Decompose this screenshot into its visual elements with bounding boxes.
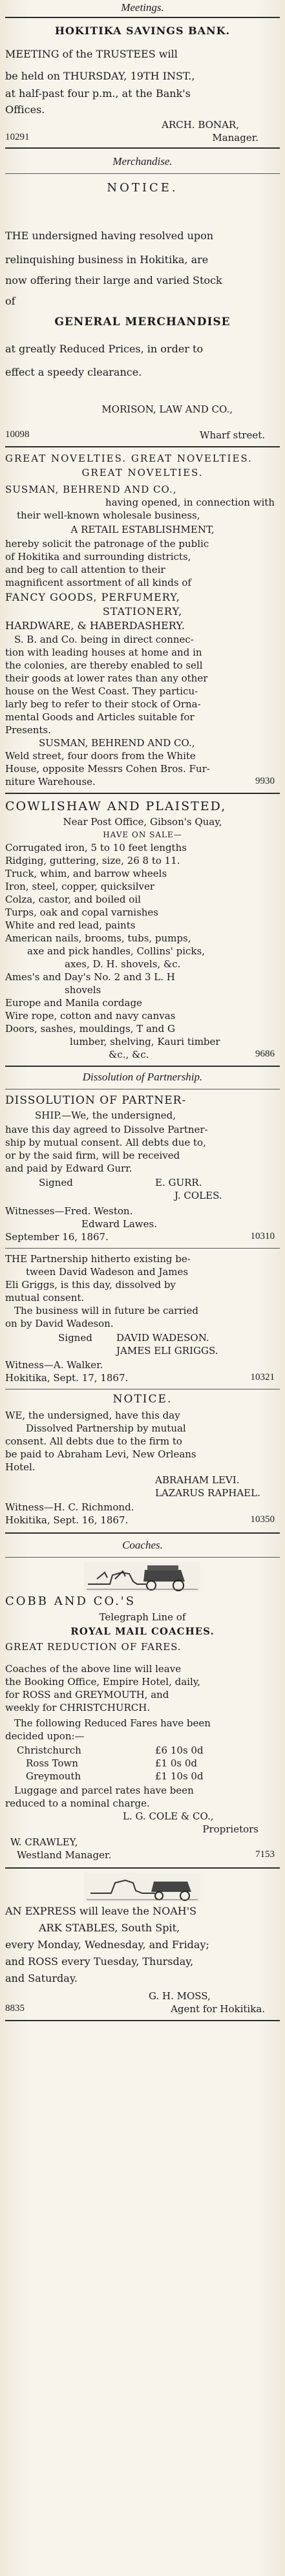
signed-label: Signed: [39, 1177, 73, 1188]
notice-title: NOTICE.: [107, 181, 178, 195]
divider: [5, 1867, 280, 1869]
merchandise-header: Merchandise.: [112, 155, 173, 167]
novelties-line: House, opposite Messrs Cohen Bros. Fur-: [5, 763, 210, 775]
noah-line: and ROSS every Tuesday, Thursday,: [5, 1955, 194, 1968]
dissolution-line: or by the said firm, will be received: [5, 1150, 180, 1161]
signature: J. COLES.: [174, 1190, 222, 1201]
cobb-manager-role: Westland Manager.: [17, 1849, 112, 1861]
witness-line: Witness—H. C. Richmond.: [5, 1501, 134, 1513]
cobb-line: Luggage and parcel rates have been: [14, 1785, 194, 1796]
cobb-line: weekly for CHRISTCHURCH.: [5, 1702, 151, 1713]
divider: [5, 2020, 280, 2021]
divider: [5, 793, 280, 794]
ad-ref-number: 9686: [255, 1049, 275, 1059]
noah-signer: G. H. MOSS,: [149, 1990, 211, 2002]
ad-ref-number: 8835: [5, 2003, 25, 2013]
novelties-line: SUSMAN, BEHREND AND CO.,: [39, 737, 195, 749]
merchandise-line: effect a speedy clearance.: [5, 366, 142, 378]
cowlishaw-line: &c., &c.: [109, 1049, 149, 1060]
cowlishaw-line: Truck, whim, and barrow wheels: [5, 868, 167, 879]
dissolution-line: THE Partnership hitherto existing be-: [5, 1253, 191, 1265]
novelties-line: Weld street, four doors from the White: [5, 750, 196, 762]
dissolution-line: tween David Wadeson and James: [26, 1266, 189, 1278]
dissolution-line: WE, the undersigned, have this day: [5, 1410, 180, 1421]
noah-role: Agent for Hokitika.: [171, 2003, 265, 2015]
cowlishaw-subtitle: Near Post Office, Gibson's Quay,: [63, 816, 222, 828]
dissolution-line: ship by mutual consent. All debts due to,: [5, 1137, 206, 1148]
cowlishaw-line: Europe and Manila cordage: [5, 997, 142, 1009]
cobb-props: L. G. COLE & CO.,: [123, 1810, 214, 1822]
dissolution-line: be paid to Abraham Levi, New Orleans: [5, 1448, 196, 1460]
fare-amount: £1 10s 0d: [155, 1770, 204, 1782]
cobb-title: COBB AND CO.'S: [5, 1594, 136, 1608]
witness-line: Witnesses—Fred. Weston.: [5, 1205, 133, 1217]
signature: DAVID WADESON.: [116, 1332, 209, 1344]
merchandise-line: relinquishing business in Hokitika, are: [5, 253, 209, 266]
cowlishaw-line: shovels: [65, 984, 101, 996]
noah-line: AN EXPRESS will leave the NOAH'S: [5, 1905, 197, 1917]
divider: [5, 1066, 280, 1067]
ad-ref-number: 10310: [250, 1231, 275, 1241]
dissolution-line: SHIP.—We, the undersigned,: [35, 1110, 176, 1121]
coaches-header: Coaches.: [122, 1539, 163, 1551]
noah-line: ARK STABLES, South Spit,: [39, 1922, 180, 1934]
novelties-line: having opened, in connection with: [105, 497, 275, 508]
dissolution-line: DISSOLUTION OF PARTNER-: [5, 1094, 187, 1107]
novelties-line: their well-known wholesale business,: [17, 510, 200, 521]
novelties-line: house on the West Coast. They particu-: [5, 685, 198, 697]
cowlishaw-line: Doors, sashes, mouldings, T and G: [5, 1023, 175, 1035]
coach-illustration-icon: [84, 1562, 200, 1592]
meeting-line: at half-past four p.m., at the Bank's: [5, 87, 191, 100]
meeting-signer: ARCH. BONAR,: [162, 119, 239, 131]
novelties-line: Presents.: [5, 724, 51, 736]
notice-date: Hokitika, Sept. 16, 1867.: [5, 1514, 129, 1526]
noah-line: every Monday, Wednesday, and Friday;: [5, 1938, 209, 1951]
novelties-title: GREAT NOVELTIES. GREAT NOVELTIES.: [5, 453, 253, 464]
merchandise-address: Wharf street.: [200, 429, 265, 441]
fare-place: Christchurch: [17, 1744, 81, 1756]
novelties-line: SUSMAN, BEHREND AND CO.,: [5, 484, 177, 495]
novelties-line: larly beg to refer to their stock of Orna-: [5, 698, 201, 710]
signed-label: Signed: [58, 1332, 92, 1344]
cobb-line: decided upon:—: [5, 1730, 85, 1742]
meeting-line: MEETING of the TRUSTEES will: [5, 48, 178, 60]
merchandise-line: THE undersigned having resolved upon: [5, 230, 214, 242]
have-on-sale: HAVE ON SALE—: [103, 830, 182, 839]
horse-illustration-icon: [84, 1873, 200, 1902]
cowlishaw-line: White and red lead, paints: [5, 919, 136, 931]
cobb-manager: W. CRAWLEY,: [10, 1836, 78, 1848]
divider: [5, 1389, 280, 1390]
novelties-line: their goods at lower rates than any other: [5, 672, 208, 684]
fare-place: Greymouth: [26, 1770, 81, 1782]
savings-bank-title: HOKITIKA SAVINGS BANK.: [54, 25, 231, 37]
novelties-line: hereby solicit the patronage of the public: [5, 538, 209, 550]
cobb-line: The following Reduced Fares have been: [14, 1717, 211, 1729]
novelties-line: tion with leading houses at home and in: [5, 647, 202, 658]
cobb-props-role: Proprietors: [202, 1823, 259, 1835]
divider: [5, 147, 280, 149]
meeting-signer-role: Manager.: [212, 132, 259, 144]
cowlishaw-line: Turps, oak and copal varnishes: [5, 907, 158, 918]
dissolution-line: The business will in future be carried: [14, 1305, 198, 1316]
divider: [5, 1557, 280, 1558]
reduction-title: GREAT REDUCTION OF FARES.: [5, 1641, 182, 1653]
dissolution-line: consent. All debts due to the firm to: [5, 1435, 182, 1447]
novelties-line: and beg to call attention to their: [5, 564, 165, 575]
novelties-line: S. B. and Co. being in direct connec-: [14, 634, 194, 645]
dissolution-line: Hotel.: [5, 1461, 36, 1473]
novelties-line: the colonies, are thereby enabled to sell: [5, 660, 203, 671]
merchandise-line: now offering their large and varied Stock: [5, 274, 222, 286]
signature: JAMES ELI GRIGGS.: [116, 1345, 218, 1357]
signature: ABRAHAM LEVI.: [155, 1474, 240, 1486]
novelties-line: HARDWARE, & HABERDASHERY.: [5, 619, 185, 632]
witness-line: Witness—A. Walker.: [5, 1359, 103, 1371]
cowlishaw-line: lumber, shelving, Kauri timber: [70, 1036, 220, 1047]
signature: LAZARUS RAPHAEL.: [155, 1487, 260, 1499]
cobb-line: the Booking Office, Empire Hotel, daily,: [5, 1676, 201, 1688]
novelties-line: FANCY GOODS, PERFUMERY,: [5, 591, 180, 603]
merchandise-firm: MORISON, LAW AND CO.,: [101, 403, 233, 415]
cobb-line: Coaches of the above line will leave: [5, 1663, 182, 1675]
cowlishaw-line: axe and pick handles, Collins' picks,: [27, 945, 205, 957]
notice-title: NOTICE.: [112, 1393, 173, 1406]
notice-date: September 16, 1867.: [5, 1231, 109, 1243]
dissolution-line: on by David Wadeson.: [5, 1318, 114, 1329]
cowlishaw-line: Iron, steel, copper, quicksilver: [5, 881, 155, 892]
merchandise-line: of: [5, 295, 16, 307]
cobb-line: for ROSS and GREYMOUTH, and: [5, 1689, 169, 1701]
meeting-line: Offices.: [5, 103, 45, 116]
notice-date: Hokitika, Sept. 17, 1867.: [5, 1372, 129, 1384]
ad-ref-number: 10098: [5, 429, 30, 440]
cowlishaw-line: Corrugated iron, 5 to 10 feet lengths: [5, 842, 187, 853]
fare-amount: £6 10s 0d: [155, 1744, 204, 1756]
fare-place: Ross Town: [26, 1757, 78, 1769]
divider: [5, 1248, 280, 1249]
dissolution-line: and paid by Edward Gurr.: [5, 1163, 132, 1174]
signature: E. GURR.: [155, 1177, 202, 1188]
cobb-line: reduced to a nominal charge.: [5, 1798, 150, 1809]
cowlishaw-title: COWLISHAW AND PLAISTED,: [5, 799, 227, 813]
novelties-line: magnificent assortment of all kinds of: [5, 577, 191, 588]
cowlishaw-line: Ames's and Day's No. 2 and 3 L. H: [5, 971, 175, 983]
cowlishaw-line: Wire rope, cotton and navy canvas: [5, 1010, 176, 1022]
dissolution-line: Eli Griggs, is this day, dissolved by: [5, 1279, 176, 1291]
novelties-line: niture Warehouse.: [5, 776, 96, 788]
ad-ref-number: 10350: [250, 1514, 275, 1525]
merchandise-line: at greatly Reduced Prices, in order to: [5, 343, 204, 355]
general-merchandise: GENERAL MERCHANDISE: [54, 316, 231, 328]
cowlishaw-line: axes, D. H. shovels, &c.: [65, 958, 181, 970]
cowlishaw-line: Colza, castor, and boiled oil: [5, 894, 141, 905]
ad-ref-number: 10321: [250, 1372, 275, 1382]
ad-ref-number: 10291: [5, 132, 30, 142]
royal-mail-title: ROYAL MAIL COACHES.: [70, 1626, 215, 1637]
ad-ref-number: 9930: [255, 776, 275, 786]
meetings-header: Meetings.: [121, 1, 164, 14]
dissolution-line: have this day agreed to Dissolve Partner-: [5, 1124, 208, 1135]
divider: [5, 173, 280, 174]
witness-line: Edward Lawes.: [81, 1218, 157, 1230]
divider: [5, 1532, 280, 1534]
noah-line: and Saturday.: [5, 1972, 78, 1984]
divider: [5, 446, 280, 447]
dissolution-line: Dissolved Partnership by mutual: [26, 1422, 186, 1434]
fare-amount: £1 0s 0d: [155, 1757, 198, 1769]
novelties-line: mental Goods and Articles suitable for: [5, 711, 195, 723]
novelties-line: of Hokitika and surrounding districts,: [5, 551, 191, 563]
divider: [5, 17, 280, 18]
novelties-line: A RETAIL ESTABLISHMENT,: [70, 524, 215, 535]
cowlishaw-line: American nails, brooms, tubs, pumps,: [5, 932, 191, 944]
dissolution-header: Dissolution of Partnership.: [82, 1071, 203, 1083]
novelties-subtitle: GREAT NOVELTIES.: [81, 467, 204, 478]
meeting-line: be held on THURSDAY, 19TH INST.,: [5, 70, 195, 82]
novelties-line: STATIONERY,: [102, 605, 183, 617]
ad-ref-number: 7153: [255, 1849, 275, 1860]
cobb-subtitle: Telegraph Line of: [99, 1611, 186, 1623]
cowlishaw-line: Ridging, guttering, size, 26 8 to 11.: [5, 855, 180, 866]
dissolution-line: mutual consent.: [5, 1292, 85, 1304]
